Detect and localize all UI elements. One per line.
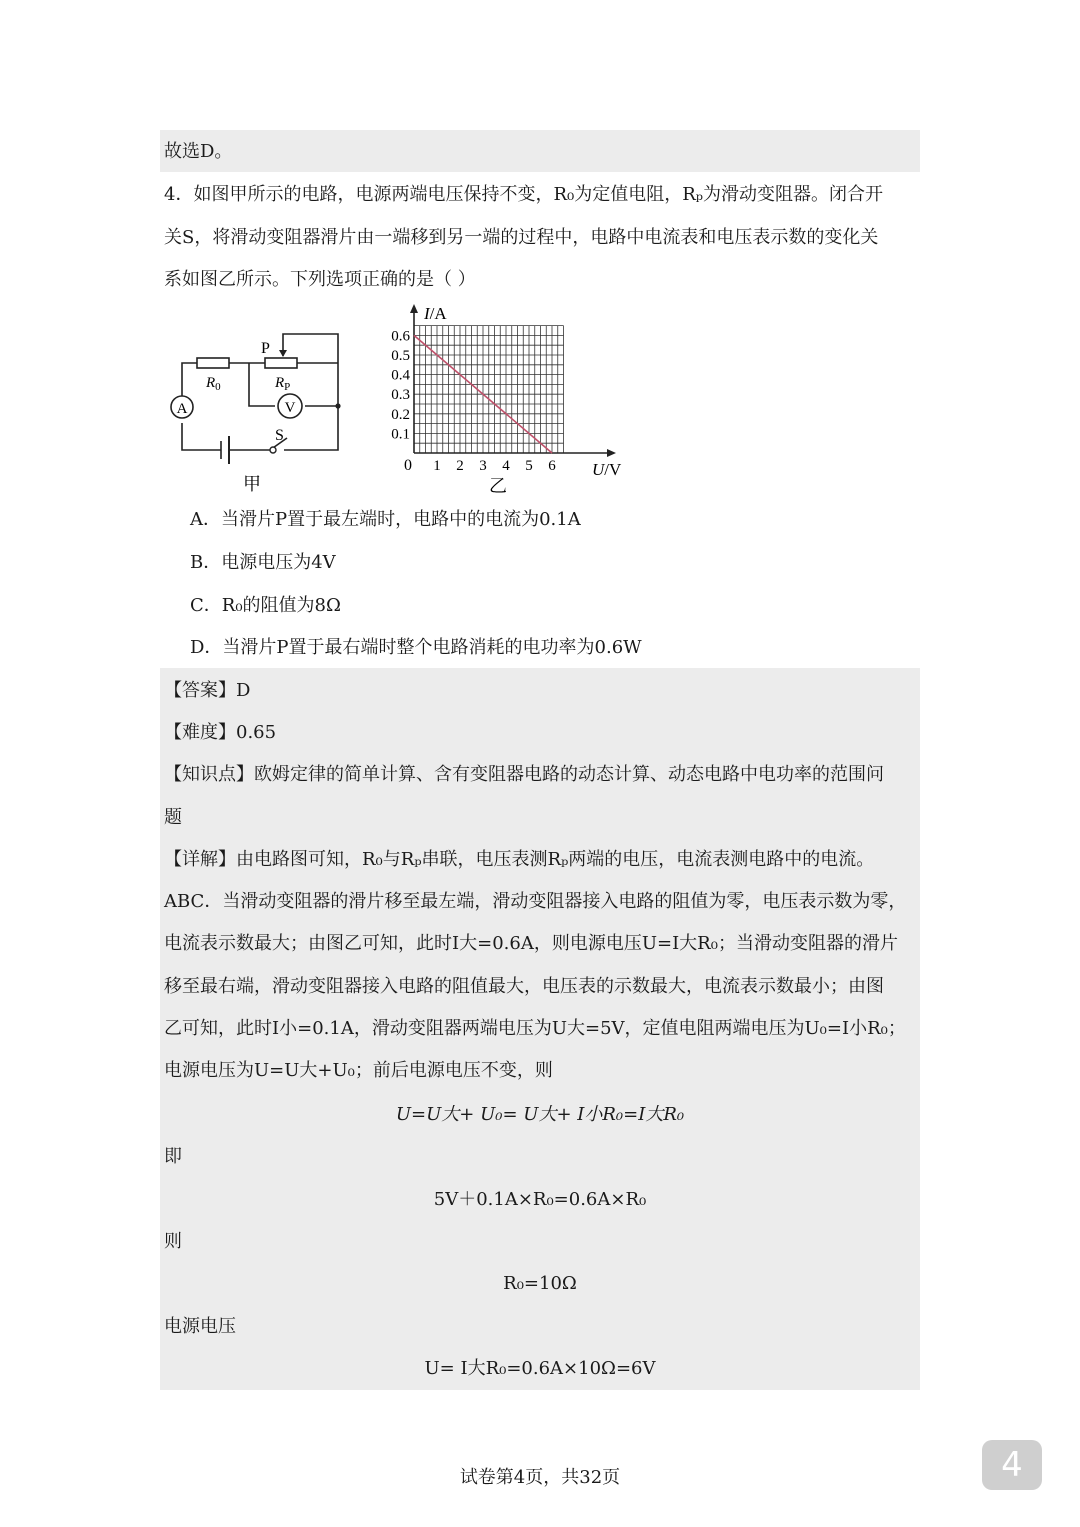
knowledge-line-2: 题 [164,807,182,828]
word-ji: 即 [164,1146,182,1167]
rp-resistor [265,358,297,368]
x-tick-label: 2 [456,458,464,474]
y-tick-label: 0.3 [391,387,410,404]
r0-label: $R_0$ [206,375,221,393]
y-axis-label: I/A [424,304,447,323]
detail-line-1: 【详解】由电路图可知，R₀与Rₚ串联，电压表测Rₚ两端的电压，电流表测电路中的电流。 [164,849,875,870]
answer-line: 【答案】D [164,680,251,701]
equation-3: R₀=10Ω [503,1273,577,1294]
option-d: D．当滑片P置于最右端时整个电路消耗的电功率为0.6W [190,637,642,658]
figure-b-caption: 乙 [489,476,507,496]
equation-1: U=U大+ U₀= U大+ I小R₀=I大R₀ [395,1104,685,1125]
y-axis-arrow [410,304,418,313]
slider-arrow [279,350,287,357]
x-tick-label: 1 [433,458,441,474]
circuit-diagram [160,320,360,500]
junction-dot [335,403,340,408]
voltmeter-label: V [284,400,296,416]
detail-line-4: 移至最右端，滑动变阻器接入电路的阻值最大，电压表的示数最大，电流表示数最小；由图 [164,976,884,997]
equation-4: U= I大R₀=0.6A×10Ω=6V [424,1358,656,1379]
switch-label: S [275,427,284,444]
option-a: A．当滑片P置于最左端时，电路中的电流为0.1A [190,509,581,530]
detail-line-3: 电流表示数最大；由图乙可知，此时I大=0.6A，则电源电压U=I大R₀；当滑动变阻器的滑片 [164,933,898,954]
x-tick-label: 3 [479,458,487,474]
rp-label: $R_P$ [275,375,291,393]
y-tick-label: 0.2 [391,406,410,423]
slider-label: P [261,340,270,357]
question-line-1: 4．如图甲所示的电路，电源两端电压保持不变，R₀为定值电阻，Rₚ为滑动变阻器。闭合开 [164,184,883,205]
detail-line-2: ABC．当滑动变阻器的滑片移至最左端，滑动变阻器接入电路的阻值为零，电压表示数为零， [164,891,907,912]
prev-conclusion: 故选D。 [164,141,233,162]
equation-2: 5V＋0.1A×R₀=0.6A×R₀ [433,1189,647,1210]
r0-resistor [197,358,229,368]
switch-pivot [270,447,276,453]
y-tick-label: 0.5 [391,348,410,364]
figure-a-caption: 甲 [243,474,261,494]
x-tick-label: 6 [548,458,556,474]
x-axis-label: U/V [592,460,622,479]
shade-prev-answer [160,130,920,172]
difficulty-line: 【难度】0.65 [164,722,277,743]
x-tick-label: 5 [525,458,533,474]
option-b: B．电源电压为4V [190,552,336,573]
x-axis-arrow [607,449,616,457]
origin-label: 0 [404,457,412,474]
iu-graph [380,300,640,500]
y-tick-label: 0.6 [391,328,410,345]
x-tick-label: 4 [502,458,510,474]
knowledge-line-1: 【知识点】欧姆定律的简单计算、含有变阻器电路的动态计算、动态电路中电功率的范围问 [164,764,884,785]
detail-line-6: 电源电压为U=U大+U₀；前后电源电压不变，则 [164,1060,553,1081]
page-footer: 试卷第4页，共32页 [459,1467,621,1488]
option-c: C．R₀的阻值为8Ω [190,595,341,616]
question-line-3: 系如图乙所示。下列选项正确的是（ ） [164,269,476,290]
word-ze: 则 [164,1231,182,1252]
y-tick-label: 0.4 [391,367,410,384]
word-power-voltage: 电源电压 [164,1316,236,1337]
y-tick-label: 0.1 [391,426,410,443]
detail-line-5: 乙可知，此时I小=0.1A，滑动变阻器两端电压为U大=5V，定值电阻两端电压为U₀=I小R₀； [164,1018,906,1039]
ammeter-label: A [176,401,188,417]
question-line-2: 关S，将滑动变阻器滑片由一端移到另一端的过程中，电路中电流表和电压表示数的变化关 [164,227,879,248]
page-number-badge: 4 [982,1440,1042,1490]
